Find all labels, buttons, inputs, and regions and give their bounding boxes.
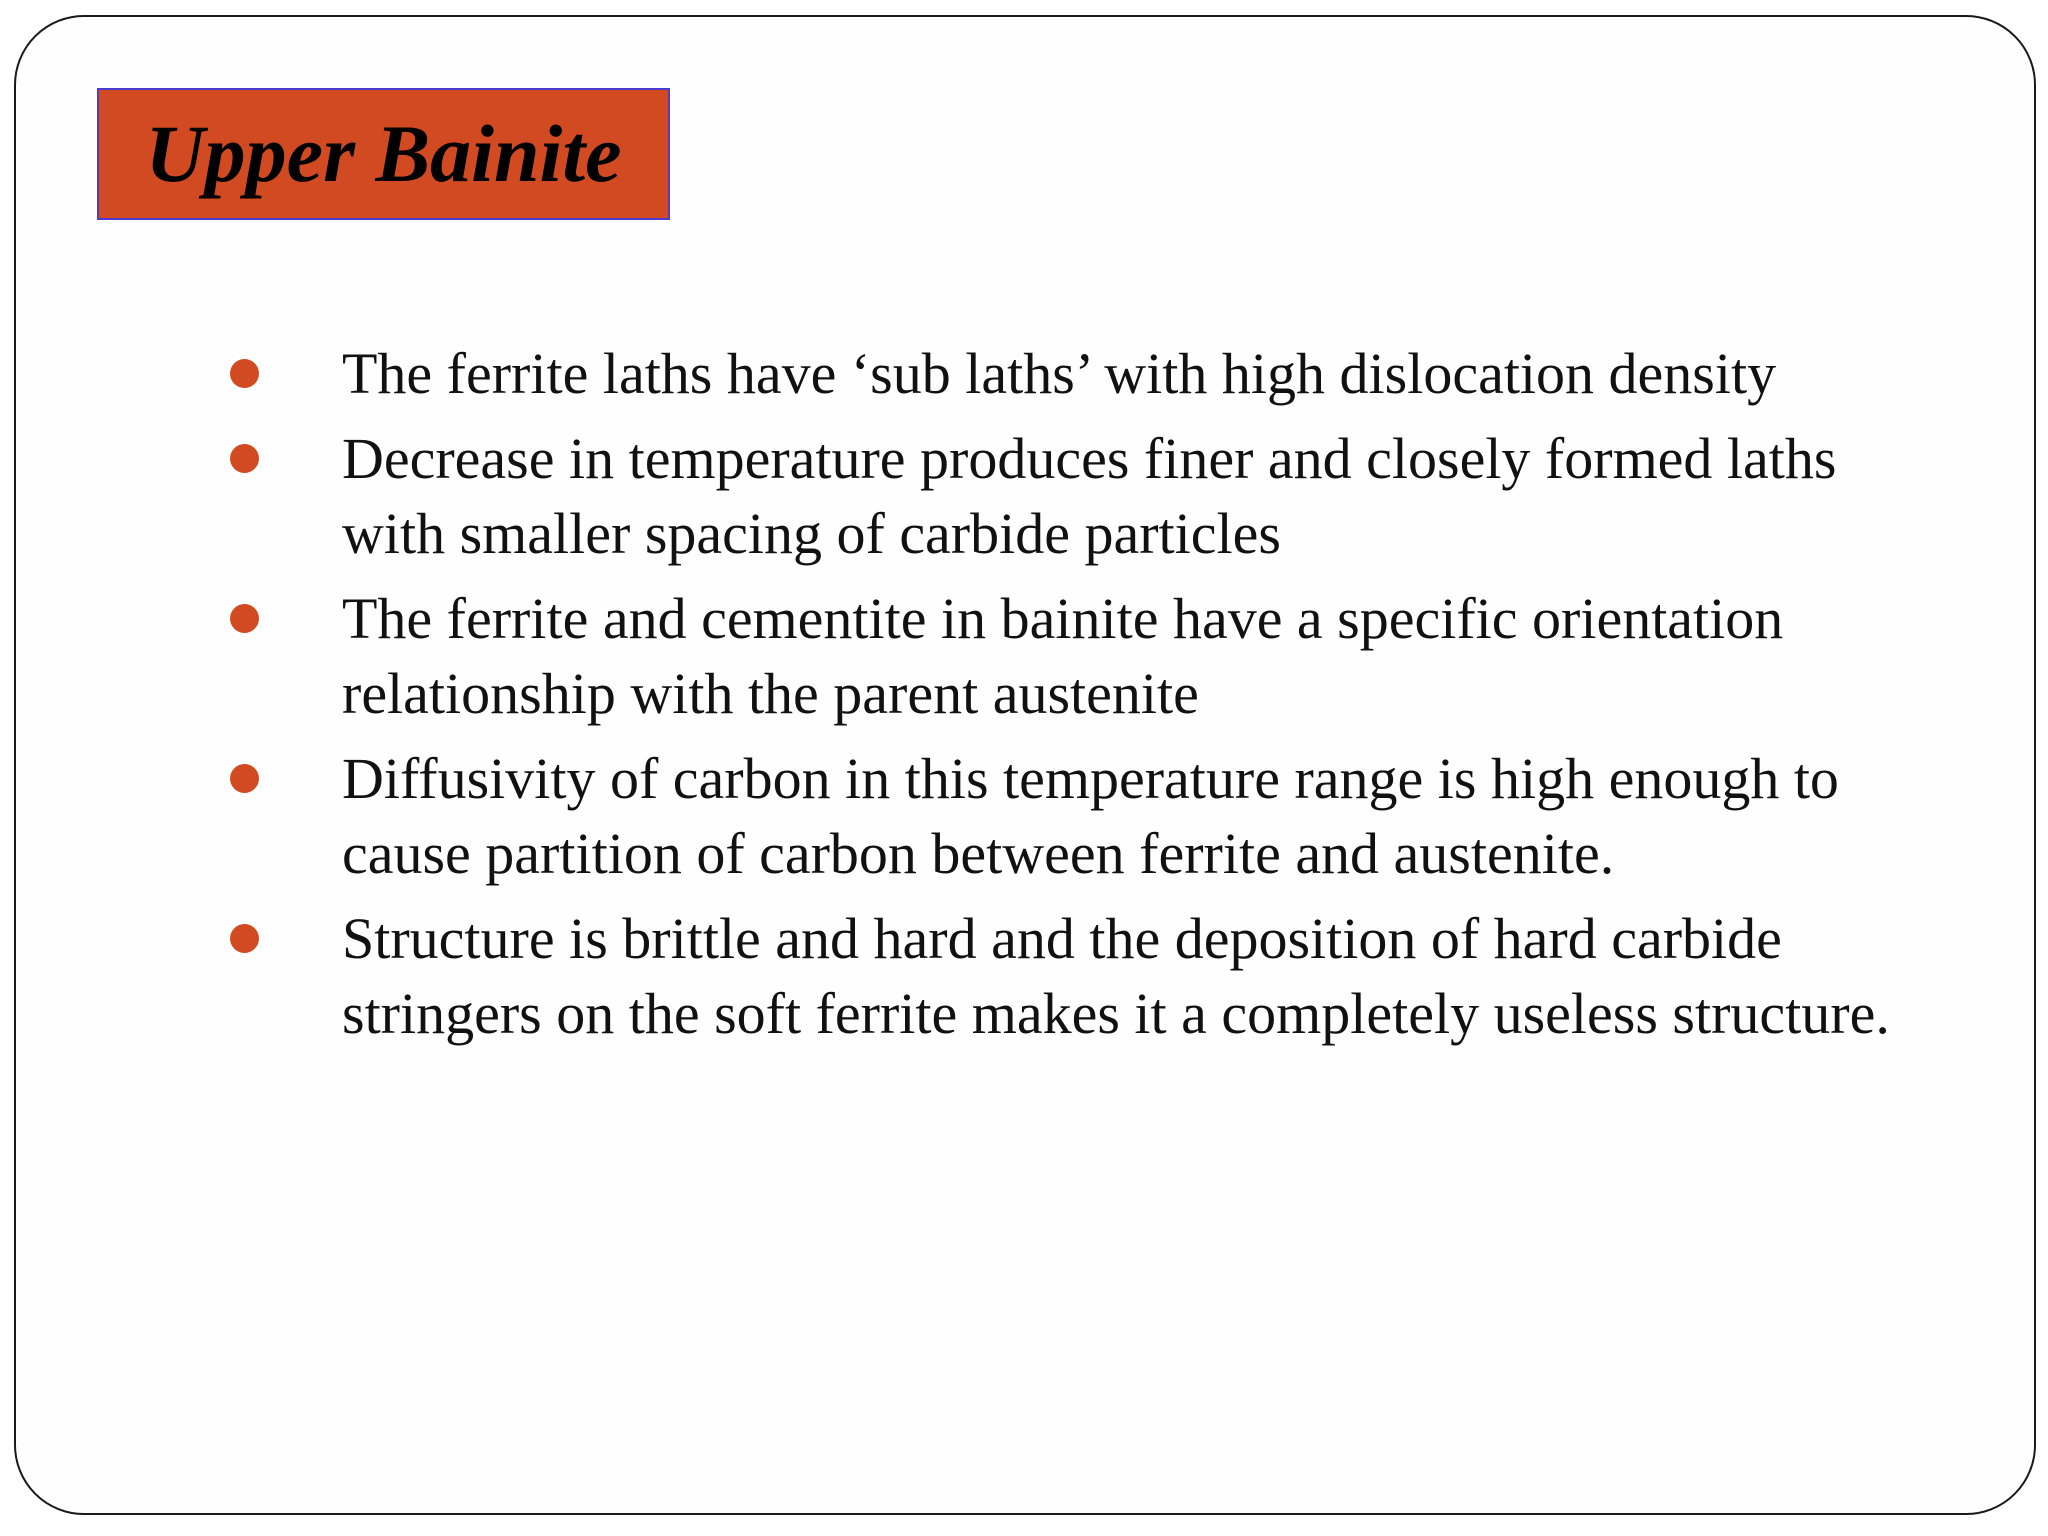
bullet-text: Diffusivity of carbon in this temperature range is high enough to cause partition of carbon between ferrite and austenite.	[342, 746, 1839, 886]
bullet-item	[0, 336, 2048, 411]
bullet-text: The ferrite and cementite in bainite have a specific orientation relationship with the parent austenite	[342, 586, 1784, 726]
bullet-text: The ferrite laths have ‘sub laths’ with high dislocation density	[342, 341, 1777, 406]
bullet-dot-icon	[230, 924, 259, 953]
bullet-list	[0, 336, 2048, 1061]
bullet-dot-icon	[230, 359, 259, 388]
bullet-item	[0, 581, 2048, 731]
bullet-text: Structure is brittle and hard and the deposition of hard carbide stringers on the soft ferrite makes it a completely useless structure.	[342, 906, 1890, 1046]
title-box	[97, 88, 670, 220]
bullet-text: Decrease in temperature produces finer and closely formed laths with smaller spacing of carbide particles	[342, 426, 1837, 566]
bullet-dot-icon	[230, 444, 259, 473]
bullet-item	[0, 421, 2048, 571]
bullet-dot-icon	[230, 604, 259, 633]
slide-title: Upper Bainite	[145, 108, 622, 199]
bullet-item	[0, 901, 2048, 1051]
bullet-item	[0, 741, 2048, 891]
bullet-dot-icon	[230, 764, 259, 793]
